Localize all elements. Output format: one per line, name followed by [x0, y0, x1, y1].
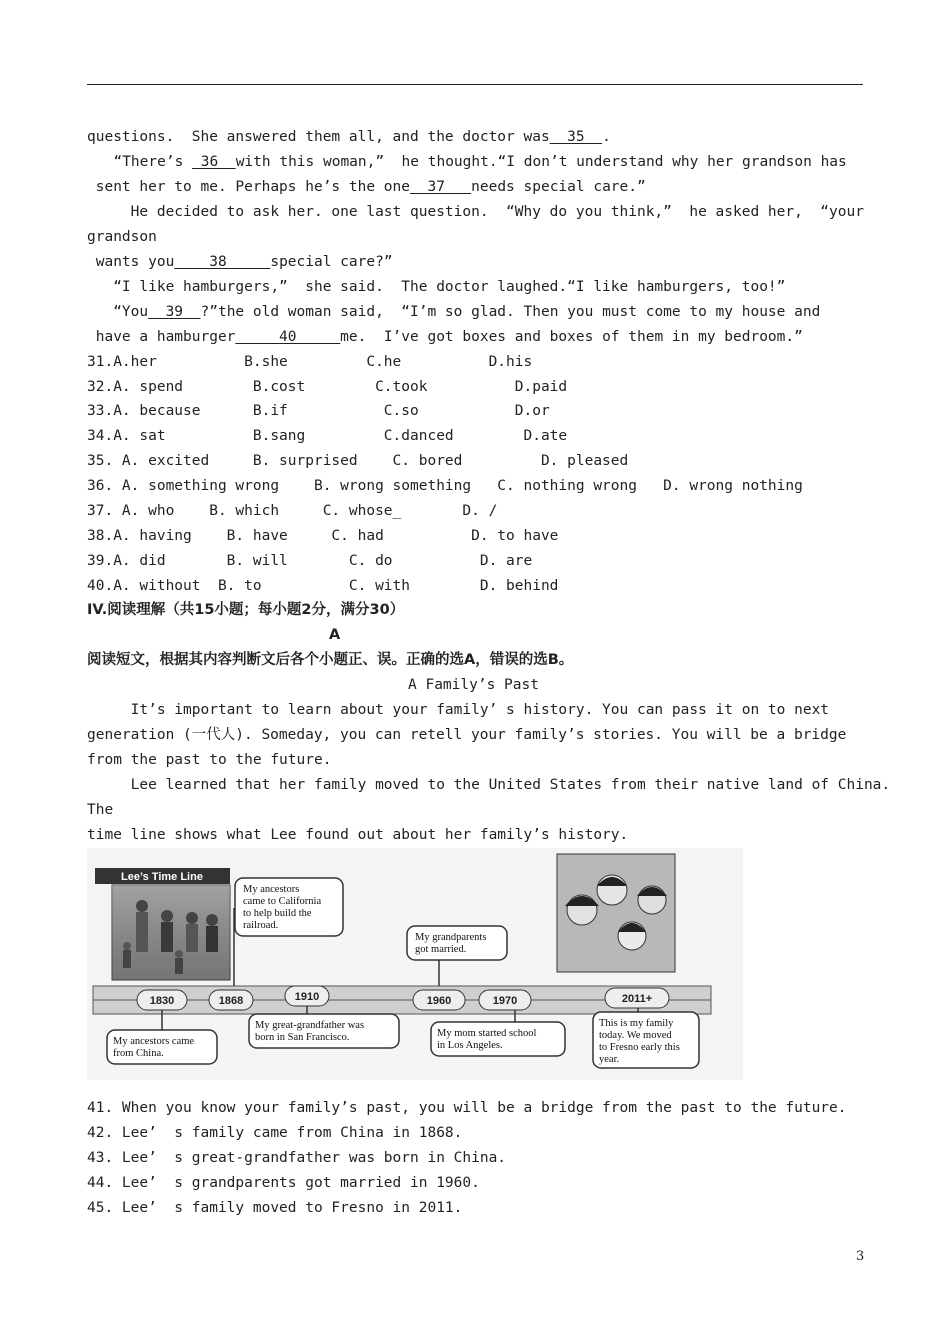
option-34: 34.A. sat B.sang C.danced D.ate — [87, 428, 568, 444]
header-rule — [87, 84, 863, 85]
story-line-5: grandson — [87, 229, 157, 245]
option-40: 40.A. without B. to C. with D. behind — [87, 578, 559, 594]
note-2011-line-4: year. — [599, 1054, 620, 1065]
question-44: 44. Lee’ s grandparents got married in 1960. — [87, 1175, 480, 1191]
note-2011-line-1: This is my family — [599, 1018, 674, 1029]
year-1868: 1868 — [218, 995, 244, 1007]
option-38: 38.A. having B. have C. had D. to have — [87, 528, 559, 544]
option-31: 31.A.her B.she C.he D.his — [87, 354, 533, 370]
blank-35: 35 — [549, 129, 603, 145]
section-instruction: 阅读短文，根据其内容判断文后各个小题正、误。正确的选A，错误的选B。 — [87, 652, 574, 668]
page-number: 3 — [856, 1249, 865, 1264]
note-1868-line-4: railroad. — [243, 920, 279, 931]
family-timeline-figure — [87, 848, 743, 1080]
year-1910: 1910 — [294, 991, 320, 1003]
option-39: 39.A. did B. will C. do D. are — [87, 553, 533, 569]
blank-37: 37 — [410, 179, 472, 195]
blank-36: 36 — [192, 154, 236, 170]
note-1868-line-3: to help build the — [243, 908, 312, 919]
passage-line-2: generation (一代人). Someday, you can retell your family’s stories. You will be a bridge — [87, 727, 847, 743]
family-today-photo — [557, 854, 675, 972]
passage-line-4: Lee learned that her family moved to the United States from their native land of China. — [87, 777, 891, 793]
story-line-7: “I like hamburgers,” she said. The doctor laughed.“I like hamburgers, too!” — [87, 279, 786, 295]
passage-line-1: It’s important to learn about your family’ s history. You can pass it on to next — [87, 702, 830, 718]
note-1970-line-2: in Los Angeles. — [437, 1040, 503, 1051]
note-1910-line-1: My great-grandfather was — [255, 1020, 365, 1031]
story-line-8: “You 39 ?”the old woman said, “I’m so glad. Then you must come to my house and — [87, 304, 821, 320]
note-1970-line-1: My mom started school — [437, 1028, 537, 1039]
option-33: 33.A. because B.if C.so D.or — [87, 403, 550, 419]
story-line-1: questions. She answered them all, and the doctor was 35 . — [87, 129, 611, 145]
story-line-3: sent her to me. Perhaps he’s the one 37 needs special care.” — [87, 179, 646, 195]
option-35: 35. A. excited B. surprised C. bored D. pleased — [87, 453, 629, 469]
option-36: 36. A. something wrong B. wrong something C. nothing wrong D. wrong nothing — [87, 478, 803, 494]
passage-line-6: time line shows what Lee found out about her family’s history. — [87, 827, 629, 843]
year-2011: 2011+ — [621, 993, 653, 1005]
timeline-title: Lee’s Time Line — [121, 871, 203, 883]
note-1960-line-2: got married. — [415, 944, 467, 955]
year-1960: 1960 — [426, 995, 452, 1007]
note-1868-line-2: came to California — [243, 896, 322, 907]
story-line-9: have a hamburger 40 me. I’ve got boxes and boxes of them in my bedroom.” — [87, 329, 803, 345]
passage-line-5: The — [87, 802, 114, 818]
part-label: A — [329, 627, 341, 643]
blank-40: 40 — [235, 329, 341, 345]
option-37: 37. A. who B. which C. whose_ D. / — [87, 503, 498, 519]
year-1830: 1830 — [149, 995, 175, 1007]
ancestors-photo — [112, 885, 230, 980]
note-1910-line-2: born in San Francisco. — [255, 1032, 350, 1043]
story-line-4: He decided to ask her. one last question. “Why do you think,” he asked her, “your — [87, 204, 864, 220]
note-1868-line-1: My ancestors — [243, 884, 300, 895]
question-41: 41. When you know your family’s past, you will be a bridge from the past to the future. — [87, 1100, 847, 1116]
note-1830-line-2: from China. — [113, 1048, 164, 1059]
story-line-2: “There’s 36 with this woman,” he thought.“I don’t understand why her grandson has — [96, 154, 847, 170]
passage-title: A Family’s Past — [408, 677, 539, 693]
blank-38: 38 — [174, 254, 271, 270]
story-line-6: wants you 38 special care?” — [87, 254, 393, 270]
option-32: 32.A. spend B.cost C.took D.paid — [87, 379, 568, 395]
blank-39: 39 — [148, 304, 201, 320]
note-1830-line-1: My ancestors came — [113, 1036, 195, 1047]
year-1970: 1970 — [492, 995, 518, 1007]
question-45: 45. Lee’ s family moved to Fresno in 2011. — [87, 1200, 463, 1216]
passage-line-3: from the past to the future. — [87, 752, 332, 768]
note-1960-line-1: My grandparents — [415, 932, 487, 943]
question-43: 43. Lee’ s great-grandfather was born in China. — [87, 1150, 507, 1166]
section-heading: IV.阅读理解（共15小题；每小题2分，满分30） — [87, 602, 405, 618]
question-42: 42. Lee’ s family came from China in 1868. — [87, 1125, 463, 1141]
note-2011-line-3: to Fresno early this — [599, 1042, 680, 1053]
note-2011-line-2: today. We moved — [599, 1030, 672, 1041]
